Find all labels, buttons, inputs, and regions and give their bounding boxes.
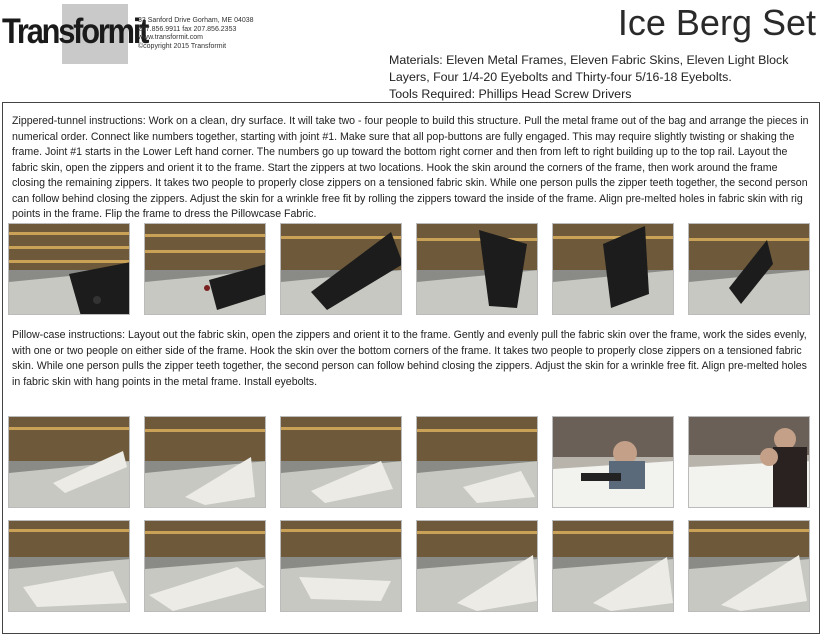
photo-finish-step-2 (144, 520, 266, 612)
photo-pillow-step-3 (280, 416, 402, 508)
tools-required: Tools Required: Phillips Head Screw Drivers (389, 87, 632, 101)
photo-finish-step-5 (552, 520, 674, 612)
photo-pillow-step-4 (416, 416, 538, 508)
contact-copyright: ©copyright 2015 Transformit (138, 42, 227, 50)
photo-frame-step-6 (688, 223, 810, 315)
photo-frame-step-2 (144, 223, 266, 315)
materials-list: Materials: Eleven Metal Frames, Eleven Fabric Skins, Eleven Light Block Layers, Four 1/4-20 Eyebolts and Thirty-four 5/16-18 Eyebolts. (389, 53, 789, 84)
contact-address: 33 Sanford Drive Gorham, ME 04038 (138, 17, 254, 24)
pillow-instructions: Pillow-case instructions: Layout out the fabric skin, open the zippers and orient it to the frame. Gently and evenly pull the fabric skin over the frame, work the sides evenly, with one or two people on either side of the frame. Hook the skin over the bottom corners of the frame. It takes two people to properly close zippers on a tensioned fabric skin. While one person pulls the zipper teeth together, the second person can follow behind closing the zippers. Adjust the skin for a wrinkle free fit. Align pre-melted holes in fabric skin with hang points in the metal frame. Install eyebolts. (12, 329, 807, 388)
contact-phone: 207.856.9911 fax 207.856.2353 (138, 25, 237, 33)
photo-frame-step-3 (280, 223, 402, 315)
photo-pillow-step-2 (144, 416, 266, 508)
page-title: Ice Berg Set (617, 2, 816, 43)
photo-finish-step-6 (688, 520, 810, 612)
photo-finish-step-3 (280, 520, 402, 612)
company-logo: Transformit (2, 12, 148, 51)
contact-website: www.transformit.com (138, 34, 203, 42)
zipper-instructions: Zippered-tunnel instructions: Work on a clean, dry surface. It will take two - four people to build this structure. Pull the metal frame out of the bag and arrange the pieces in numerical order. Connect like numbers together, starting with joint #1. Make sure that all pop-buttons are fully engaged. This may require slightly twisting or shaking the frame. Joint #1 starts in the Lower Left hand corner. The numbers go up toward the bottom right corner and then from left to right building up to the top rail. Layout the fabric skin, open the zippers and orient it to the frame. Start the zippers at two locations. Hook the skin around the corners of the frame, then work around the frame closing the remaining zippers. It takes two people to properly close zippers on a tensioned fabric skin. While one person pulls the zipper teeth together, the second person can follow behind closing the zippers. Adjust the skin for a wrinkle free fit by rolling the zippers toward the inside of the frame. Align pre-melted holes in fabric skin with rig points in the frame. Flip the frame to dress the Pillowcase Fabric. (12, 115, 809, 220)
photo-pillow-step-1 (8, 416, 130, 508)
contact-info (138, 17, 254, 51)
photo-pillow-closeup-2 (688, 416, 810, 508)
photo-frame-step-4 (416, 223, 538, 315)
photo-frame-step-5 (552, 223, 674, 315)
photo-finish-step-1 (8, 520, 130, 612)
photo-finish-step-4 (416, 520, 538, 612)
photo-pillow-closeup-1 (552, 416, 674, 508)
materials-block (389, 52, 829, 103)
photo-frame-step-1 (8, 223, 130, 315)
